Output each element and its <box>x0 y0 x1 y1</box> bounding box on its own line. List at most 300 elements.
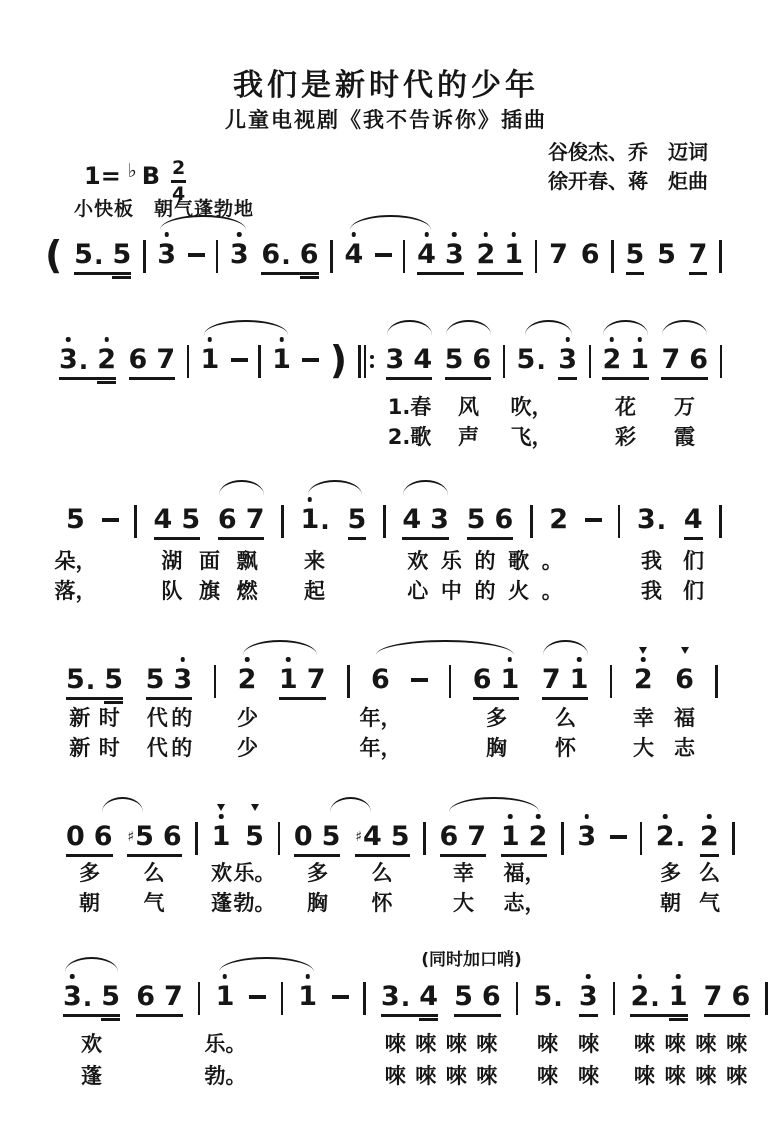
octave-dot <box>164 232 169 237</box>
lyric-syllable: 怀 <box>555 736 576 760</box>
slur <box>403 480 447 495</box>
note <box>700 822 719 852</box>
octave-dot <box>70 974 75 979</box>
note-digit: 5 <box>66 504 85 535</box>
note <box>156 345 175 375</box>
note-digit: 1 <box>668 981 688 1012</box>
lyric-syllable: 唻 <box>695 1064 717 1088</box>
note <box>355 822 382 852</box>
dash-note <box>249 995 266 999</box>
note-group <box>580 240 601 280</box>
note-digit: 7 <box>467 821 487 852</box>
music-line-1 <box>45 202 722 286</box>
note <box>245 822 264 852</box>
lyric-syllable: 面 <box>199 549 220 573</box>
accent-icon <box>251 804 259 811</box>
note-digit: 5 <box>74 239 93 270</box>
note <box>634 665 653 695</box>
note <box>94 822 113 852</box>
lyric-syllable: 我 <box>641 579 662 603</box>
octave-dot <box>208 337 213 342</box>
note-group <box>156 240 177 280</box>
note <box>656 822 685 852</box>
note <box>467 505 486 535</box>
note <box>279 665 298 695</box>
note-digit: 5 <box>245 821 264 852</box>
note <box>501 822 520 852</box>
note-group <box>65 665 124 705</box>
augmentation-dot: . <box>281 241 291 270</box>
octave-dot <box>637 337 642 342</box>
note <box>472 345 491 375</box>
barline <box>403 240 406 273</box>
note <box>467 822 486 852</box>
note-group <box>135 982 184 1022</box>
note-group <box>548 240 569 280</box>
note-group <box>466 505 515 545</box>
note-digit: 3 <box>380 981 400 1012</box>
note-group <box>557 345 578 385</box>
note-group <box>237 665 258 705</box>
note <box>558 345 577 375</box>
note-group <box>380 982 439 1022</box>
note-digit: 1 <box>211 821 231 852</box>
note-digit: 6 <box>162 821 182 852</box>
note-group <box>699 822 720 862</box>
open-paren: ( <box>45 233 63 277</box>
octave-dot <box>452 232 457 237</box>
note-digit: 5 <box>145 664 165 695</box>
note <box>66 822 85 852</box>
note <box>112 240 131 270</box>
octave-dot <box>104 337 109 342</box>
note-group <box>293 822 342 862</box>
barline <box>330 240 333 273</box>
barline <box>347 665 350 698</box>
note <box>238 665 257 695</box>
note-group <box>299 505 330 545</box>
note-group <box>297 982 318 1022</box>
note-group <box>516 345 547 385</box>
note-digit: 5 <box>625 239 645 270</box>
note-digit: 1 <box>504 239 524 270</box>
note-group <box>229 240 250 280</box>
lyric-syllable: 唻 <box>633 1064 655 1088</box>
note-group <box>532 982 563 1022</box>
note-digit: 5 <box>101 981 121 1012</box>
note-group <box>65 822 114 862</box>
note <box>549 505 568 535</box>
lyric-syllable: 幸 <box>453 861 474 885</box>
octave-dot <box>223 974 228 979</box>
lyric-syllable: 唻 <box>415 1064 437 1088</box>
lyric-syllable: 朝 <box>79 891 100 915</box>
note <box>218 505 237 535</box>
lyric-syllable: 朵， <box>54 549 97 573</box>
lyric-syllable: 唻 <box>726 1032 748 1056</box>
note-group <box>211 822 232 862</box>
note-digit: 2 <box>633 664 653 695</box>
note-digit: 1 <box>630 344 650 375</box>
note-group <box>576 822 597 862</box>
note <box>630 345 649 375</box>
song-subtitle: 儿童电视剧《我不告诉你》插曲 <box>225 108 547 132</box>
barline <box>640 822 643 855</box>
note-digit: 7 <box>661 344 681 375</box>
lyric-syllable: 乐。 <box>233 861 276 885</box>
repeat-dots <box>370 345 374 378</box>
note-digit: 5 <box>390 821 410 852</box>
lyric-syllable: 大 <box>453 891 474 915</box>
note-group <box>217 505 266 545</box>
note-group <box>200 345 221 385</box>
note-group <box>215 982 236 1022</box>
note-digit: 6 <box>580 239 600 270</box>
barline <box>216 240 219 273</box>
note-digit: 1 <box>500 664 520 695</box>
lyric-syllable: 志， <box>503 891 546 915</box>
note-group <box>62 982 121 1022</box>
lyric-syllable: 万 <box>674 395 695 419</box>
note-row <box>62 944 768 1028</box>
music-line-4 <box>65 627 718 760</box>
octave-dot <box>219 814 224 819</box>
note-digit: 6 <box>675 664 694 695</box>
lyric-syllable: 多 <box>79 861 100 885</box>
lyric-syllable: 唻 <box>664 1032 686 1056</box>
credits <box>548 138 708 196</box>
note-digit: 5 <box>347 504 367 535</box>
note <box>494 505 513 535</box>
note-digit: 6 <box>494 504 514 535</box>
note-group <box>126 822 182 862</box>
note <box>129 345 148 375</box>
note-digit: 6 <box>439 821 459 852</box>
barline <box>363 982 366 1015</box>
note <box>529 822 548 852</box>
note <box>300 240 319 270</box>
dash-note <box>585 518 602 522</box>
note-group <box>385 345 434 385</box>
note <box>684 505 703 535</box>
note-digit: 3 <box>577 821 597 852</box>
note <box>345 240 364 270</box>
note-digit: 5 <box>657 239 676 270</box>
note <box>533 982 562 1012</box>
lyric-syllable: 心 <box>407 579 429 603</box>
octave-dot <box>279 337 284 342</box>
note <box>181 505 200 535</box>
note <box>504 240 523 270</box>
dash-note <box>231 358 248 362</box>
note-digit: 3 <box>63 981 82 1012</box>
lyric-syllable: 蓬 <box>211 891 232 915</box>
note-digit: 7 <box>688 239 708 270</box>
note-digit: 6 <box>472 664 492 695</box>
slur <box>449 797 539 812</box>
dash-note <box>332 995 349 999</box>
note-group <box>153 505 202 545</box>
augmentation-dot: . <box>536 346 546 375</box>
note-group <box>601 345 650 385</box>
lyric-syllable: 胸 <box>486 736 507 760</box>
note-digit: 5 <box>181 504 201 535</box>
barline <box>530 505 533 538</box>
note-group <box>548 505 569 545</box>
note-digit: 6 <box>689 344 709 375</box>
note-digit: 7 <box>306 664 326 695</box>
lyric-syllable: 唻 <box>384 1064 406 1088</box>
note <box>570 665 589 695</box>
lyric-syllable: 火 <box>508 579 530 603</box>
barline <box>611 240 614 273</box>
barline <box>383 505 386 538</box>
note-group <box>633 665 654 705</box>
octave-dot <box>66 337 71 342</box>
note <box>454 982 473 1012</box>
barline <box>720 345 723 378</box>
note-digit: 7 <box>245 504 265 535</box>
note <box>419 982 438 1012</box>
barline <box>618 505 621 538</box>
note-group <box>688 240 709 280</box>
note-digit: 1 <box>300 504 320 535</box>
note-digit: 5 <box>135 821 154 852</box>
note-digit: 6 <box>128 344 148 375</box>
note-group <box>344 240 365 280</box>
lyric-syllable: 多 <box>486 706 507 730</box>
music-line-6 <box>62 944 768 1088</box>
note <box>675 665 694 695</box>
note-digit: 3 <box>173 664 193 695</box>
note <box>348 505 367 535</box>
lyric-syllable: 么 <box>143 861 165 885</box>
augmentation-dot: . <box>85 666 96 695</box>
key-prefix: 1= <box>84 162 121 191</box>
augmentation-dot: . <box>82 983 93 1012</box>
note <box>261 240 290 270</box>
note <box>163 822 182 852</box>
barline <box>535 240 538 273</box>
lyric-syllable: 2.歌 <box>387 425 432 449</box>
note-digit: 4 <box>419 981 438 1012</box>
note <box>146 665 165 695</box>
slur <box>446 320 490 335</box>
note-digit: 1 <box>200 344 220 375</box>
octave-dot <box>308 497 313 502</box>
note-digit: 5 <box>466 504 486 535</box>
lyric-syllable: 唻 <box>415 1032 437 1056</box>
octave-dot <box>565 337 570 342</box>
note <box>549 240 568 270</box>
note-digit: 5 <box>454 981 473 1012</box>
note-group <box>73 240 132 280</box>
lyric-syllable: 多 <box>660 861 681 885</box>
barline <box>719 505 722 538</box>
note-digit: 4 <box>344 239 364 270</box>
note <box>63 982 92 1012</box>
note-group <box>660 345 709 385</box>
note-digit: 3 <box>578 981 598 1012</box>
note <box>445 240 464 270</box>
note <box>212 822 231 852</box>
lyric-syllable: 的 <box>171 736 193 760</box>
note-digit: 3 <box>59 344 78 375</box>
note <box>542 665 561 695</box>
slur <box>102 797 143 812</box>
note <box>602 345 621 375</box>
augmentation-dot: . <box>553 983 563 1012</box>
lyric-syllable: 胸 <box>307 891 328 915</box>
note <box>381 982 410 1012</box>
song-title: 我们是新时代的少年 <box>233 68 539 103</box>
note-group <box>476 240 525 280</box>
barline <box>281 505 284 538</box>
note-group <box>629 982 688 1022</box>
music-line-2 <box>58 307 722 449</box>
note <box>577 822 596 852</box>
barline <box>278 822 281 855</box>
lyric-syllable: 么 <box>699 861 720 885</box>
note-row <box>65 627 718 711</box>
note-group <box>500 822 549 862</box>
note <box>104 665 123 695</box>
lyric-syllable: 飞， <box>510 425 553 449</box>
lyric-syllable: 年， <box>359 736 402 760</box>
note-group <box>370 665 391 705</box>
note-digit: 5 <box>104 664 124 695</box>
note <box>440 822 459 852</box>
lyric-syllable: 气 <box>699 891 720 915</box>
lyric-syllable: 新 <box>69 706 91 730</box>
octave-dot <box>584 814 589 819</box>
octave-dot <box>484 232 489 237</box>
lyric-syllable: 代 <box>146 736 168 760</box>
note-group <box>145 665 194 705</box>
lyric-syllable: 唻 <box>537 1032 558 1056</box>
octave-dot <box>577 657 582 662</box>
lyric-syllable: 乐 <box>440 549 462 573</box>
note-digit: 4 <box>362 821 382 852</box>
note-group <box>347 505 368 545</box>
note-digit: 2 <box>655 821 675 852</box>
lyric-syllable: 湖 <box>161 549 183 573</box>
note <box>246 505 265 535</box>
lyric-syllable: 风 <box>458 395 479 419</box>
lyric-syllable: 1.春 <box>387 395 432 419</box>
lyric-syllable: 的 <box>171 706 193 730</box>
lyric-syllable: 代 <box>146 706 168 730</box>
barline <box>143 240 146 273</box>
note-digit: 7 <box>703 981 723 1012</box>
note <box>371 665 390 695</box>
note-group <box>444 345 493 385</box>
note <box>66 505 85 535</box>
lyric-syllable: 唻 <box>476 1032 498 1056</box>
note <box>430 505 449 535</box>
barline <box>198 982 201 1015</box>
note-group <box>656 240 677 280</box>
octave-dot <box>610 337 615 342</box>
lyric-syllable: 唻 <box>578 1064 599 1088</box>
note <box>731 982 750 1012</box>
note <box>669 982 688 1012</box>
note-digit: 2 <box>699 821 719 852</box>
note-digit: 5 <box>321 821 341 852</box>
note-digit: 7 <box>541 664 561 695</box>
note-row <box>65 467 722 551</box>
lyric-syllable: 么 <box>371 861 393 885</box>
octave-dot <box>352 232 357 237</box>
slur <box>308 480 361 495</box>
meter-numerator: 2 <box>171 157 186 179</box>
note <box>201 345 220 375</box>
octave-dot <box>286 657 291 662</box>
note <box>661 345 680 375</box>
note-row <box>45 202 722 286</box>
note <box>154 505 173 535</box>
slur <box>65 957 118 972</box>
note <box>689 240 708 270</box>
octave-dot <box>676 974 681 979</box>
augmentation-dot: . <box>675 823 686 852</box>
lyricist-credit: 谷俊杰、乔 迈词 <box>548 140 708 164</box>
note <box>74 240 103 270</box>
lyric-syllable: 新 <box>69 736 91 760</box>
note-digit: 6 <box>472 344 492 375</box>
note-group <box>244 822 265 862</box>
note-group <box>578 982 599 1022</box>
barline <box>134 505 137 538</box>
note <box>173 665 192 695</box>
lyric-syllable: 福， <box>503 861 546 885</box>
note-digit: 4 <box>417 239 436 270</box>
lyric-syllable: 乐。 <box>204 1032 247 1056</box>
augmentation-dot: . <box>78 346 89 375</box>
dash-note <box>375 253 392 257</box>
octave-dot <box>536 814 541 819</box>
lyric-syllable: 的 <box>474 549 496 573</box>
note-group <box>703 982 752 1022</box>
note-digit: 3 <box>444 239 464 270</box>
note-group <box>354 822 410 862</box>
note-digit: 5 <box>112 239 132 270</box>
note-digit: 1 <box>278 664 298 695</box>
note-digit: 6 <box>136 981 156 1012</box>
note <box>59 345 88 375</box>
note-digit: 1 <box>272 344 291 375</box>
note <box>417 240 436 270</box>
dash-note <box>610 835 627 839</box>
whistle-annotation: (同时加口哨) <box>421 950 522 970</box>
barline <box>281 982 284 1015</box>
note <box>501 665 520 695</box>
note-digit: 4 <box>153 504 173 535</box>
lyric-syllable: 燃 <box>236 579 258 603</box>
lyric-syllable: 飘 <box>236 549 258 573</box>
composer-credit: 徐开春、蒋 炬曲 <box>548 169 708 193</box>
lyric-syllable: 多 <box>307 861 328 885</box>
lyric-syllable: 们 <box>683 549 704 573</box>
lyric-syllable: 唻 <box>633 1032 655 1056</box>
note-digit: 4 <box>683 504 703 535</box>
note <box>294 822 313 852</box>
barline <box>214 665 217 698</box>
octave-dot <box>305 974 310 979</box>
note-group <box>65 505 86 545</box>
barline <box>449 665 452 698</box>
note-digit: 2 <box>602 344 622 375</box>
